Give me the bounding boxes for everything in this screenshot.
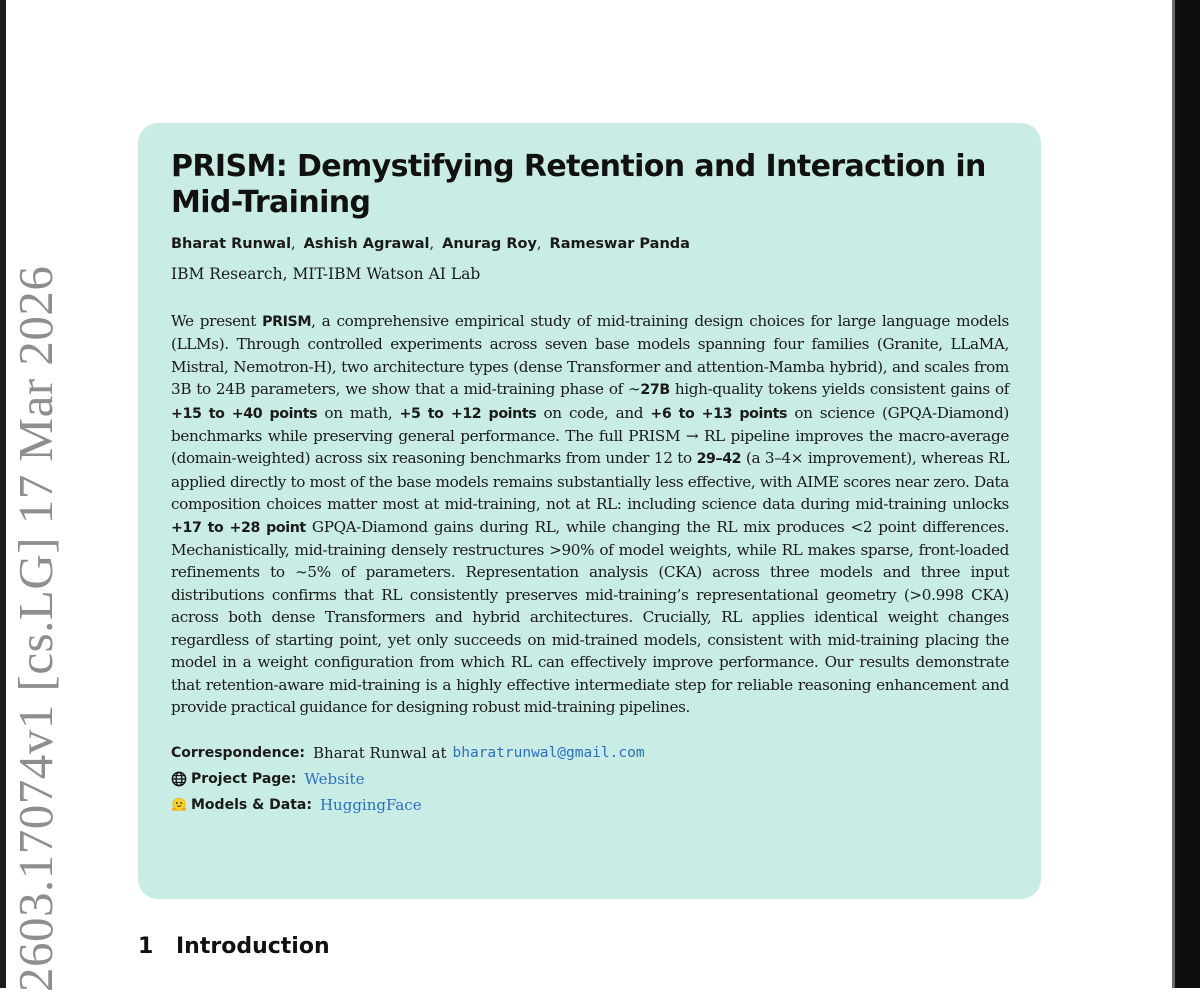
page-border-line	[1172, 0, 1175, 988]
hugging-face-icon	[171, 797, 187, 813]
abstract-text: We present	[171, 312, 263, 330]
abstract-highlight: +5 to +12 points	[399, 405, 537, 422]
section-number: 1	[138, 934, 154, 959]
abstract-text: on code, and	[536, 403, 651, 422]
models-data-row	[171, 792, 1009, 818]
author-name: Ashish Agrawal	[303, 236, 430, 252]
author-separator: ,	[429, 236, 435, 252]
author-list	[171, 236, 1009, 252]
correspondence-label: Correspondence:	[171, 745, 306, 762]
abstract-text: GPQA-Diamond gains during RL, while changing the RL mix produces <2 point differences. Mechanistically, mid-training densely restructures >90% of model weights, while RL makes sparse, front-loaded refinements to ∼5% of parameters. Representation analysis (CKA) across three models and three input distributions confirms that RL consistently preserves mid-training’s representational geometry (>0.998 CKA) across both dense Transformers and hybrid architectures. Crucially, RL applies identical weight changes regardless of starting point, yet only succeeds on mid-trained models, consistent with mid-training placing the model in a weight configuration from which RL can effectively improve performance. Our results demonstrate that retention-aware mid-training is a highly effective intermediate step for reliable reasoning enhancement and provide practical guidance for designing robust mid-training pipelines.	[171, 517, 1009, 716]
author-name: Rameswar Panda	[549, 236, 690, 252]
models-data-label: Models & Data:	[191, 797, 312, 814]
project-page-link[interactable]: Website	[304, 770, 365, 789]
correspondence-email-link[interactable]: bharatrunwal@gmail.com	[452, 745, 645, 762]
author-separator: ,	[536, 236, 542, 252]
abstract-text: (a 3–4× improvement), whereas RL applied directly to most of the base models remains substantially less effective, with AIME scores near zero. Data composition choices matter most at mid-training, not at RL: including science data during mid-training unlocks	[171, 449, 1009, 514]
abstract-text: high-quality tokens yields consistent gains of	[669, 380, 1010, 399]
globe-icon	[171, 771, 187, 787]
abstract-highlight: PRISM	[262, 314, 312, 330]
paper-meta	[171, 740, 1009, 818]
viewer-right-frame	[1172, 0, 1200, 988]
affiliation: IBM Research, MIT-IBM Watson AI Lab	[171, 265, 481, 283]
author-name: Anurag Roy	[442, 236, 537, 252]
abstract-highlight: +17 to +28 point	[171, 519, 306, 536]
abstract-highlight: 27B	[640, 382, 670, 399]
abstract-highlight: +6 to +13 points	[650, 405, 788, 422]
arxiv-stamp: 2603.17074v1 [cs.LG] 17 Mar 2026	[8, 265, 63, 992]
project-page-row	[171, 766, 1009, 792]
section-heading-introduction	[138, 934, 330, 959]
abstract-text: on math,	[317, 403, 400, 422]
abstract-highlight: 29–42	[696, 451, 742, 468]
title-card	[138, 123, 1041, 899]
correspondence-row	[171, 740, 1009, 766]
section-title: Introduction	[176, 934, 330, 959]
abstract	[171, 310, 1009, 718]
project-page-label: Project Page:	[191, 771, 297, 788]
author-name: Bharat Runwal	[171, 236, 292, 252]
paper-title: PRISM: Demystifying Retention and Interaction in Mid-Training	[171, 149, 986, 220]
correspondence-name: Bharat Runwal at	[313, 744, 447, 763]
huggingface-link[interactable]: HuggingFace	[319, 796, 422, 815]
abstract-text: on science (GPQA-Diamond) benchmarks while preserving general performance. The full PRISM → RL pipeline improves the macro-average (domain-weighted) across six reasoning benchmarks from under 12 to	[171, 403, 1010, 468]
abstract-text: , a comprehensive empirical study of mid-training design choices for large language models (LLMs). Through controlled experiments across seven base models spanning four families (Granite, LLaMA, Mistral, Nemotron-H), two architecture types (dense Transformer and attention-Mamba hybrid), and scales from 3B to 24B parameters, we show that a mid-training phase of ∼	[171, 312, 1009, 399]
abstract-highlight: +15 to +40 points	[171, 405, 318, 422]
author-separator: ,	[291, 236, 296, 252]
